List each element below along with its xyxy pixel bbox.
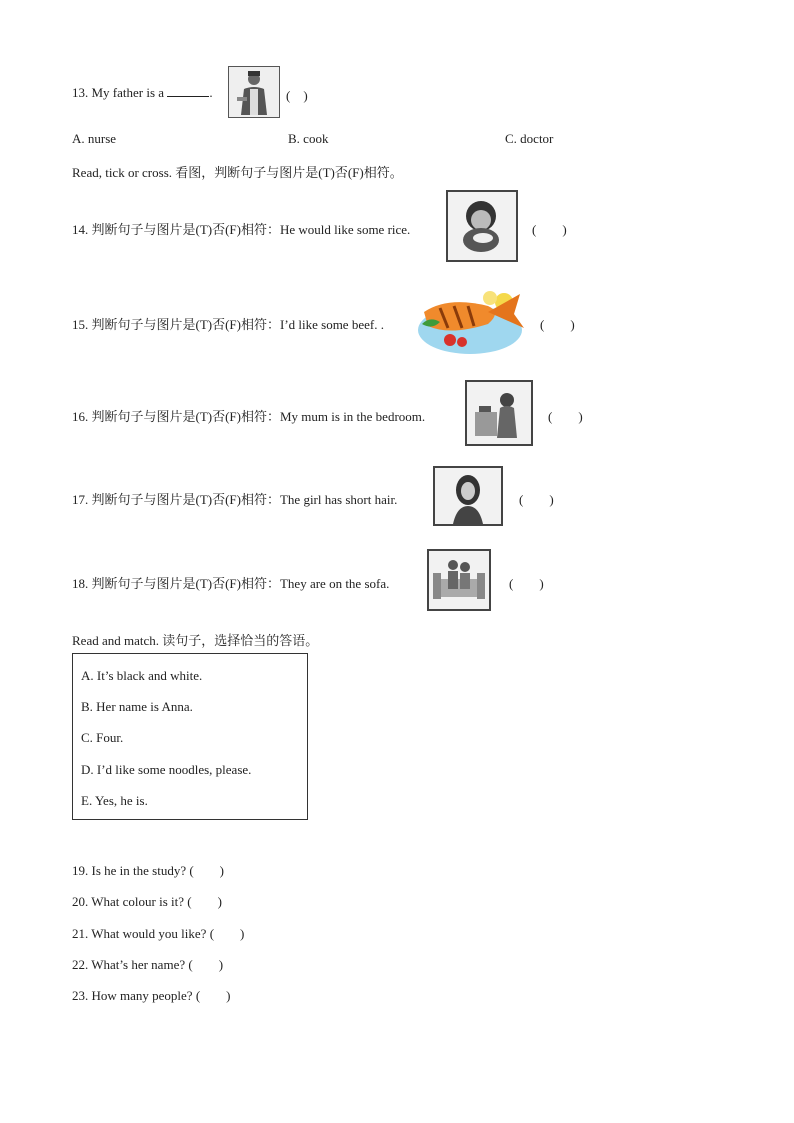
people-on-sofa-icon xyxy=(427,549,491,611)
question-23-paren[interactable]: ( ) xyxy=(195,988,231,1003)
option-b: B. cook xyxy=(288,131,329,146)
question-18-text: 18. 判断句子与图片是(T)否(F)相符：They are on the sofa. xyxy=(72,576,390,591)
question-21-paren[interactable]: ( ) xyxy=(209,926,245,941)
answer-options-box xyxy=(72,653,308,820)
question-20-paren[interactable]: ( ) xyxy=(187,894,222,909)
question-23: 23. How many people? ( ) xyxy=(72,988,231,1003)
question-16-paren[interactable]: ( ) xyxy=(548,409,583,424)
question-13-paren[interactable]: ( ) xyxy=(286,88,308,103)
question-21: 21. What would you like? ( ) xyxy=(72,926,245,941)
boy-eating-rice-icon xyxy=(446,190,518,262)
answer-option-e: E. Yes, he is. xyxy=(81,793,148,808)
question-14-text: 14. 判断句子与图片是(T)否(F)相符：He would like some rice. xyxy=(72,222,411,237)
answer-blank[interactable] xyxy=(167,86,209,97)
question-18-paren[interactable]: ( ) xyxy=(509,576,544,591)
question-22-paren[interactable]: ( ) xyxy=(188,957,224,972)
question-20: 20. What colour is it? ( ) xyxy=(72,894,222,909)
section-title-read-match: Read and match. 读句子，选择恰当的答语。 xyxy=(72,633,319,648)
mum-kitchen-icon xyxy=(465,380,533,446)
option-c: C. doctor xyxy=(505,131,554,146)
question-22: 22. What’s her name? ( ) xyxy=(72,957,224,972)
section-title-tick-cross: Read, tick or cross. 看图，判断句子与图片是(T)否(F)相符。 xyxy=(72,165,403,180)
question-17-paren[interactable]: ( ) xyxy=(519,492,554,507)
question-13-text: 13. My father is a xyxy=(72,85,165,100)
answer-option-a: A. It’s black and white. xyxy=(81,668,203,683)
question-16-text: 16. 判断句子与图片是(T)否(F)相符：My mum is in the bedroom. xyxy=(72,409,426,424)
answer-option-b: B. Her name is Anna. xyxy=(81,699,193,714)
fish-dish-icon xyxy=(410,282,534,360)
girl-portrait-icon xyxy=(433,466,503,526)
answer-option-d: D. I’d like some noodles, please. xyxy=(81,762,252,777)
question-15-text: 15. 判断句子与图片是(T)否(F)相符：I’d like some beef. . xyxy=(72,317,384,332)
question-19-paren[interactable]: ( ) xyxy=(189,863,225,878)
cook-person-icon xyxy=(228,66,280,118)
question-19: 19. Is he in the study? ( ) xyxy=(72,863,225,878)
question-14-paren[interactable]: ( ) xyxy=(532,222,567,237)
question-13: 13. My father is a . xyxy=(72,85,213,100)
answer-option-c: C. Four. xyxy=(81,730,124,745)
question-15-paren[interactable]: ( ) xyxy=(540,317,575,332)
question-17-text: 17. 判断句子与图片是(T)否(F)相符：The girl has short hair. xyxy=(72,492,398,507)
option-a: A. nurse xyxy=(72,131,117,146)
